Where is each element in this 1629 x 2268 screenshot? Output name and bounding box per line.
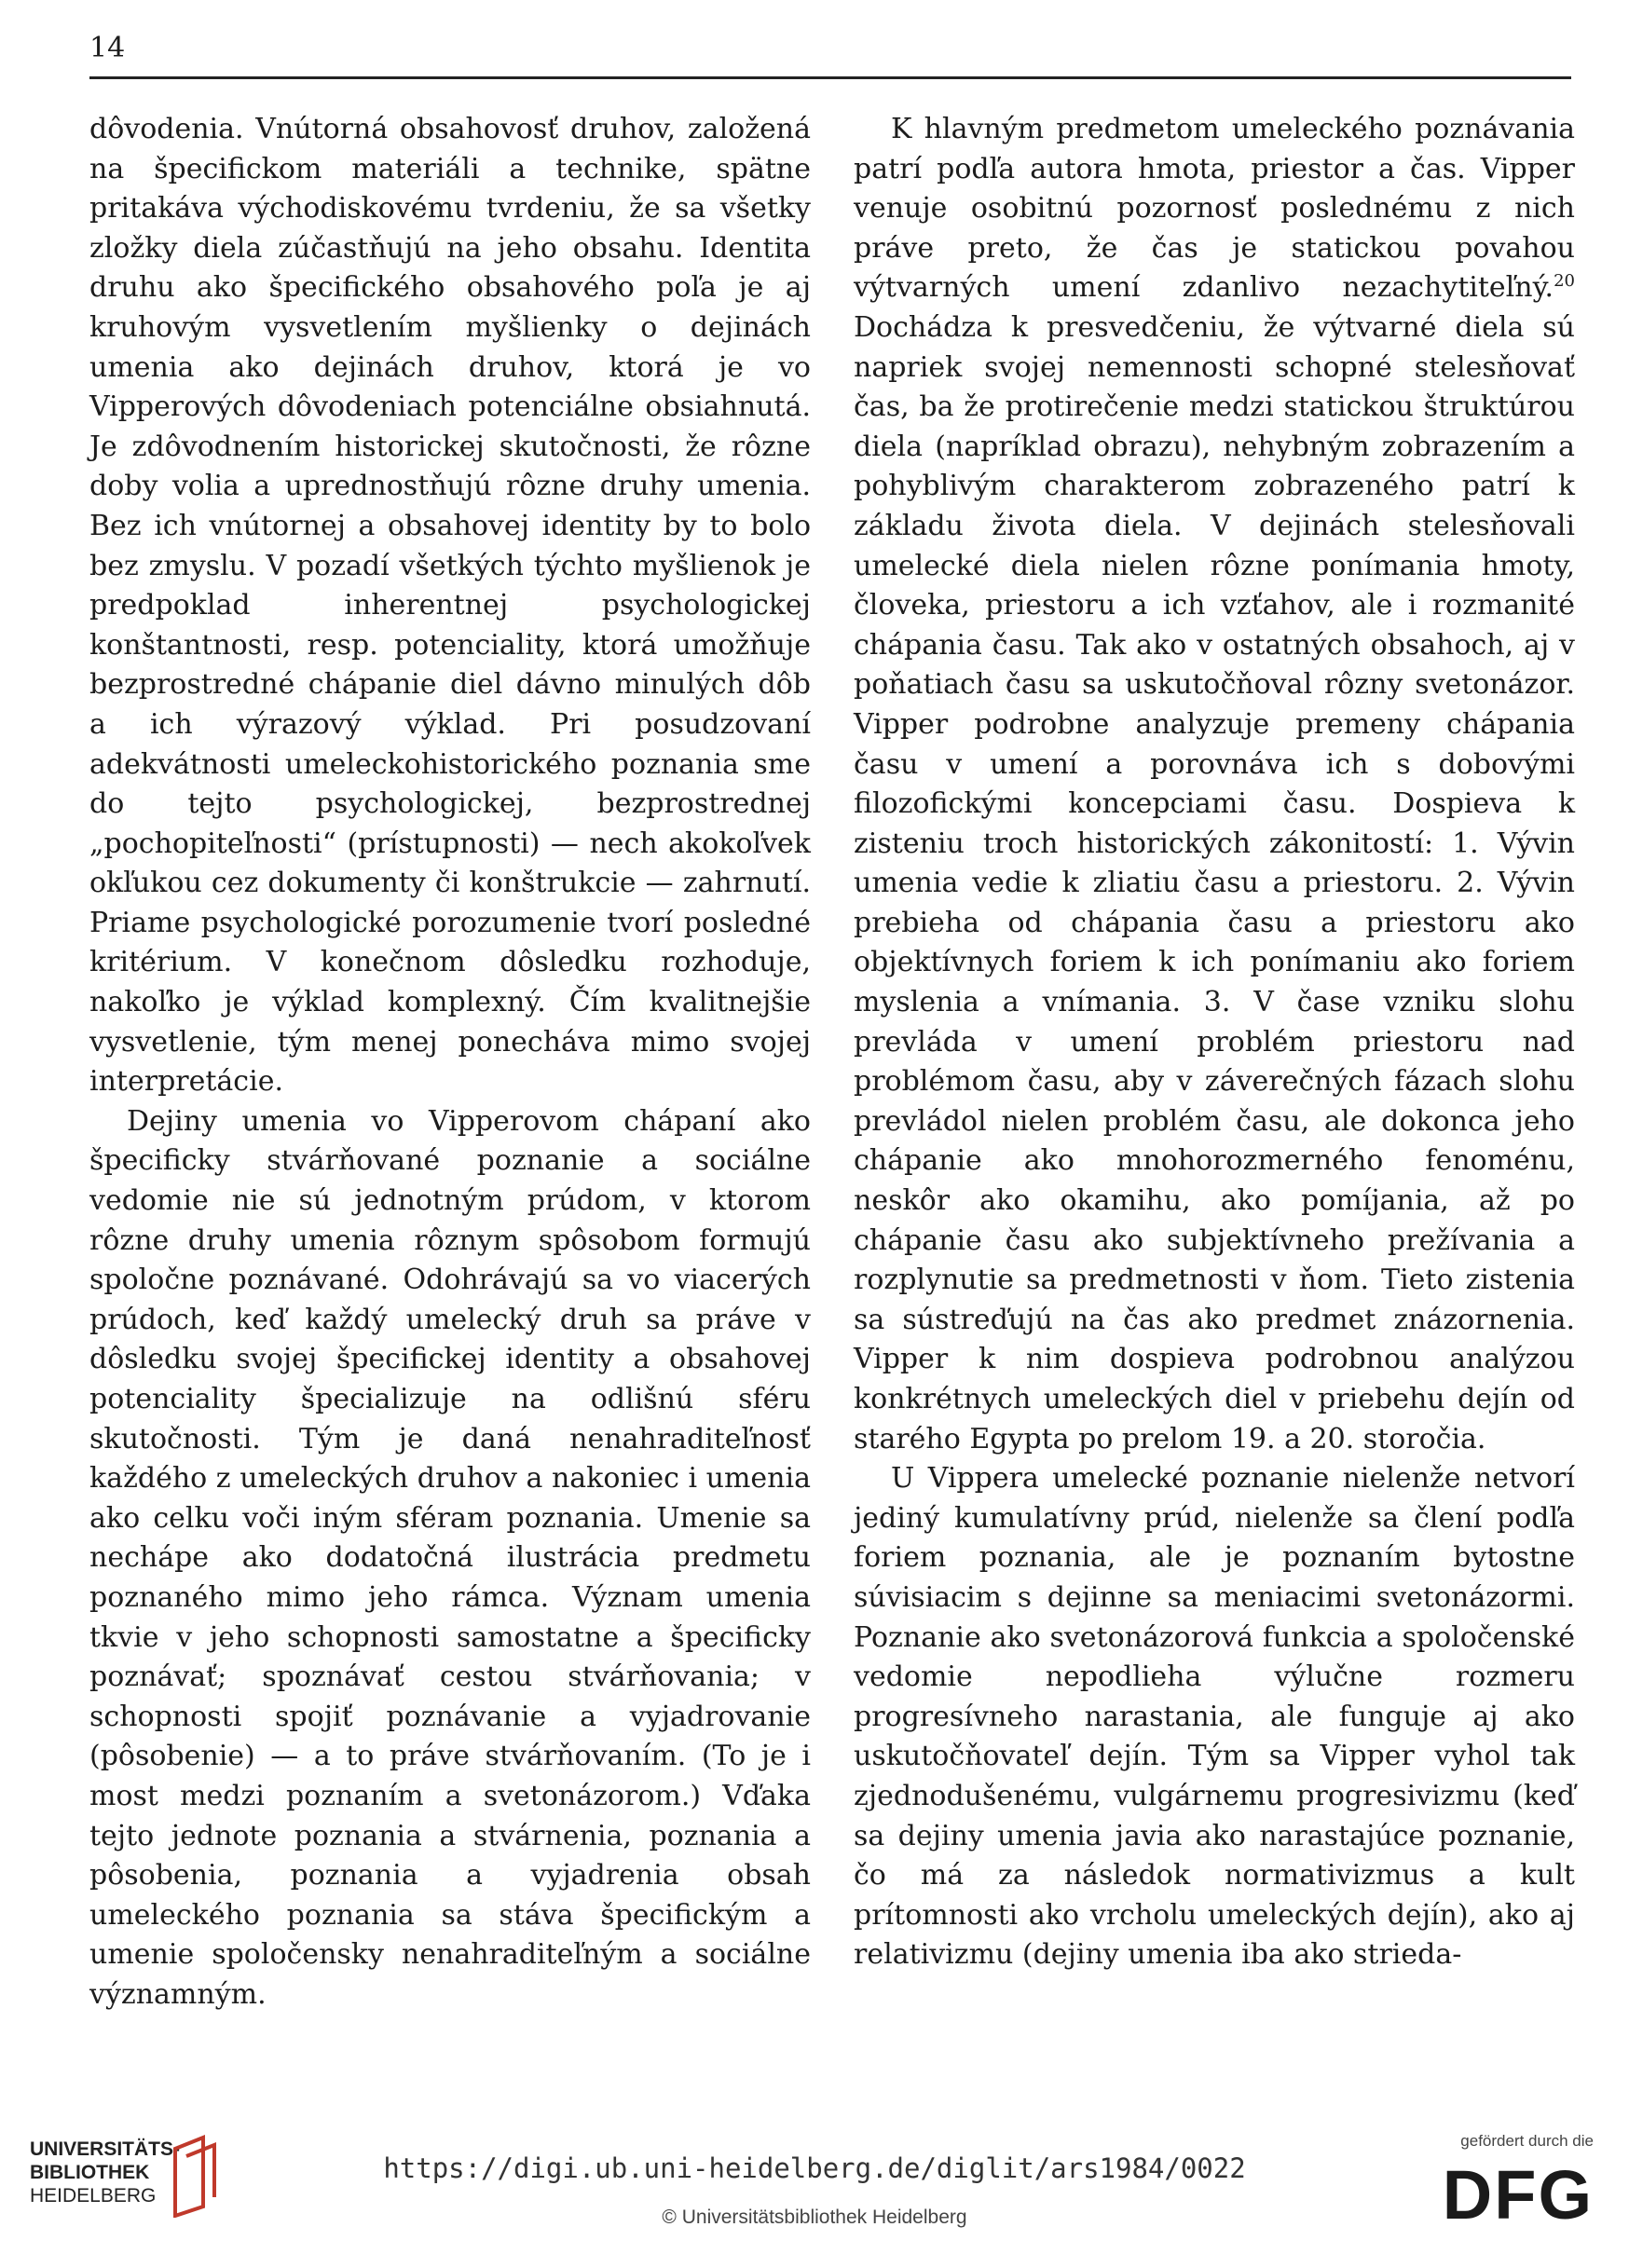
permalink-url[interactable]: https://digi.ub.uni-heidelberg.de/diglit/ars1984/0022 [383, 2152, 1246, 2184]
page-number: 14 [89, 32, 126, 64]
right-paragraph-1 [854, 110, 1575, 1459]
right-paragraph-2: U Vippera umelecké poznanie nielenže netvorí jediný kumulatívny prúd, nielenže sa člení podľa foriem poznania, ale je poznaním bytostne súvisiacim s dejinne sa meniacimi svetonázormi. Poznanie ako svetonázorová funkcia a spoločenské vedomie nepodlieha výlučne rozmeru progresívneho narastania, ale funguje aj ako uskutočňovateľ dejín. Tým sa Vipper vyhol tak zjednodušenému, vulgárnemu progresivizmu (keď sa dejiny umenia javia ako narastajúce poznanie, čo má za následok normativizmus a kult prítomnosti ako vrcholu umeleckých dejín), ako aj relativizmu (dejiny umenia iba ako strieda- [854, 1462, 1575, 1972]
copyright-notice: © Universitätsbibliothek Heidelberg [662, 2207, 967, 2228]
footnote-ref-20[interactable]: 20 [1554, 271, 1575, 292]
right-column [854, 110, 1575, 1975]
right-paragraph-1-text-b: Dochádza k presvedčeniu, že výtvarné diela sú napriek svojej nemennosti schopné stelesňovať čas, ba že protirečenie medzi statickou štruktúrou diela (napríklad obrazu), nehybným zobrazením a pohyblivým charakterom zobrazeného patrí k základu života diela. V dejinách stelesňovali umelecké diela nielen rôzne ponímania hmoty, človeka, priestoru a ich vzťahov, ale i rozmanité chápania času. Tak ako v ostatných obsahoch, aj v poňatiach času sa uskutočňoval rôzny svetonázor. Vipper podrobne analyzuje premeny chápania času v umení a porovnáva ich s dobovými filozofickými koncepciami času. Dospieva k zisteniu troch historických zákonitostí: 1. Vývin umenia vedie k zliatiu času a priestoru. 2. Vývin prebieha od chápania času a priestoru ako objektívnych foriem k ich ponímaniu ako foriem myslenia a vnímania. 3. V čase vzniku slohu prevláda v umení problém priestoru nad problémom času, aby v záverečných fázach slohu prevládol nielen problém času, ale dokonca jeho chápanie ako mnohorozmerného fenoménu, neskôr ako okamihu, ako pomíjania, až po chápanie času ako subjektívneho prežívania a rozplynutie sa predmetnosti v ňom. Tieto zistenia sa sústreďujú na čas ako predmet znázornenia. Vipper k nim dospieva podrobnou analýzou konkrétnych umeleckých diel v priebehu dejín od starého Egypta po prelom 19. a 20. storočia. [854, 310, 1575, 1455]
header-rule [89, 76, 1571, 79]
dfg-logo[interactable]: DFG [1442, 2156, 1594, 2234]
library-name-line-3: HEIDELBERG [30, 2185, 157, 2207]
footer [0, 2117, 1629, 2268]
library-name-line-1: UNIVERSITÄTS- [30, 2138, 181, 2160]
left-paragraph-1: dôvodenia. Vnútorná obsahovosť druhov, založená na špecifickom materiáli a technike, spätne pritakáva východiskovému tvrdeniu, že sa všetky zložky diela zúčastňujú na jeho obsahu. Identita druhu ako špecifického obsahového poľa je aj kruhovým vysvetlením myšlienky o dejinách umenia ako dejinách druhov, ktorá je vo Vipperových dôvodeniach potenciálne obsiahnutá. Je zdôvodnením historickej skutočnosti, že rôzne doby volia a uprednostňujú rôzne druhy umenia. Bez ich vnútornej a obsahovej identity by to bolo bez zmyslu. V pozadí všetkých týchto myšlienok je predpoklad inherentnej psychologickej konštantnosti, resp. potenciality, ktorá umožňuje bezprostredné chápanie diel dávno minulých dôb a ich výrazový výklad. Pri posudzovaní adekvátnosti umeleckohistorického poznania sme do tejto psychologickej, bezprostrednej „pochopiteľnosti“ (prístupnosti) — nech akokoľvek okľukou cez dokumenty či konštrukcie — zahrnutí. Priame psychologické porozumenie tvorí posledné kritérium. V konečnom dôsledku rozhoduje, nakoľko je výklad komplexný. Čím kvalitnejšie vysvetlenie, tým menej ponecháva mimo svojej interpretácie. [89, 113, 811, 1099]
library-name-line-2: BIBLIOTHEK [30, 2162, 150, 2183]
left-paragraph-2: Dejiny umenia vo Vipperovom chápaní ako špecificky stvárňované poznanie a sociálne vedomie nie sú jednotným prúdom, v ktorom rôzne druhy umenia rôznym spôsobom formujú spoločne poznávané. Odohrávajú sa vo viacerých prúdoch, keď každý umelecký druh sa práve v dôsledku svojej špecifickej identity a obsahovej potenciality špecializuje na odlišnú sféru skutočnosti. Tým je daná nenahraditeľnosť každého z umeleckých druhov a nakoniec i umenia ako celku voči iným sféram poznania. Umenie sa nechápe ako dodatočná ilustrácia predmetu poznaného mimo jeho rámca. Význam umenia tkvie v jeho schopnosti samostatne a špecificky poznávať; spoznávať cestou stvárňovania; v schopnosti spojiť poznávanie a vyjadrovanie (pôsobenie) — a to práve stvárňovaním. (To je i most medzi poznaním a svetonázorom.) Vďaka tejto jednote poznania a stvárnenia, poznania a pôsobenia, poznania a vyjadrenia obsah umeleckého poznania sa stáva špecifickým a umenie spoločensky nenahraditeľným a sociálne významným. [89, 1104, 811, 2011]
funder-label: gefördert durch die [1460, 2132, 1594, 2150]
left-column [89, 110, 811, 2015]
right-paragraph-1-text-a: K hlavným predmetom umeleckého poznávania patrí podľa autora hmota, priestor a čas. Vipper venuje osobitnú pozornosť poslednému z nich práve preto, že čas je statickou povahou výtvarných umení zdanlivo nezachytiteľný. [854, 113, 1575, 305]
